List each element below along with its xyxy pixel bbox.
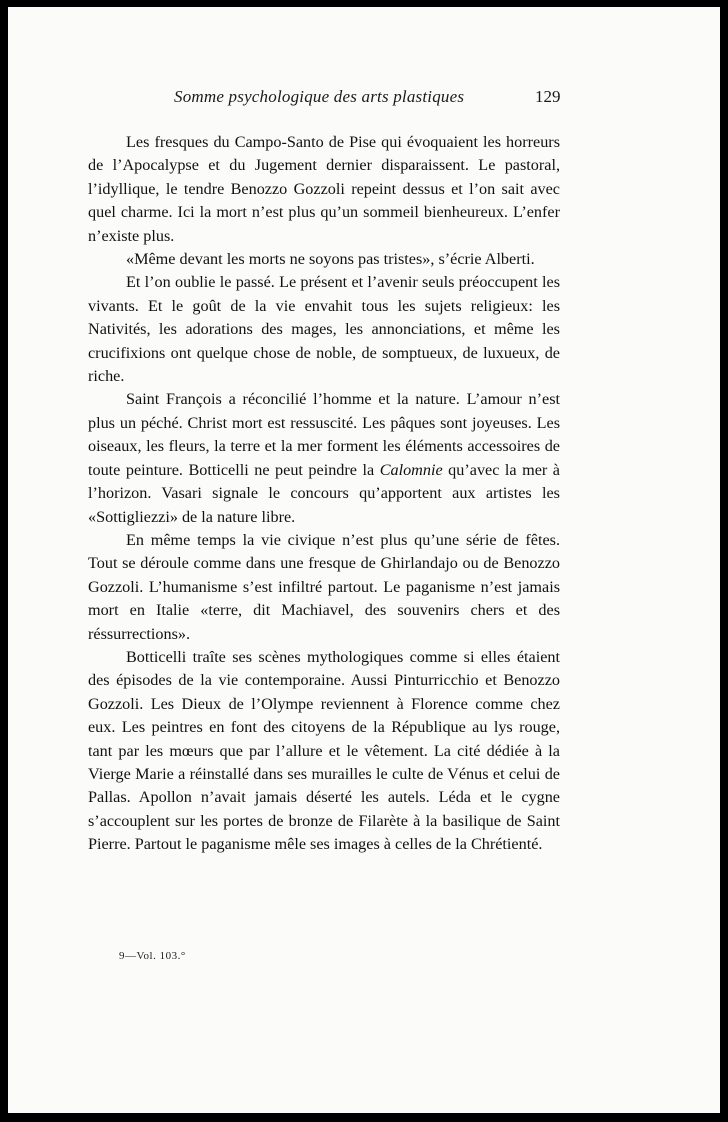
running-title: Somme psychologique des arts plastiques <box>174 87 465 106</box>
paragraph: Les fresques du Campo-Santo de Pise qui évoquaient les horreurs de l’Apocalypse et du Jugement dernier disparaissent. Le pastoral, l’idyllique, le tendre Benozzo Gozzoli repeint dessus et l’on sait avec quel charme. Ici la mort n’est plus qu’un sommeil bienheureux. L’enfer n’existe plus. <box>88 133 560 245</box>
page-number: 129 <box>535 87 561 106</box>
artwork-title: Calomnie <box>379 460 443 479</box>
paragraph: Botticelli traîte ses scènes mythologiques comme si elles étaient des épisodes de la vie contemporaine. Aussi Pinturricchio et Benozzo Gozzoli. Les Dieux de l’Olympe reviennent à Florence comme chez eux. Les peintres en font des citoyens de la République au lys rouge, tant par les mœurs que par l’allure et le vêtement. La cité dédiée à la Vierge Marie a réinstallé dans ses murailles le culte de Vénus et celui de Pallas. Apollon n’avait jamais déserté les autels. Léda et le cygne s’accouplent sur les portes de bronze de Filarète à la basilique de Saint Pierre. Partout le paganisme mêle ses images à celles de la Chrétienté. <box>88 647 560 854</box>
paragraph-text: Saint François a réconcilié l’homme et la nature. L’amour n’est plus un péché. Christ mort est ressuscité. Les pâques sont joyeuses. Les oiseaux, les fleurs, la terre et la mer forment les éléments accessoires de toute peinture. Botticelli ne peut peindre la <box>88 390 560 479</box>
paragraph: «Même devant les morts ne soyons pas tristes», s’écrie Alberti. <box>126 250 535 269</box>
paragraph-text: qu’avec la mer à l’horizon. Vasari signale le concours qu’apportent aux artistes les «Sottigliezzi» de la nature libre. <box>88 460 560 526</box>
paragraph: En même temps la vie civique n’est plus qu’une série de fêtes. Tout se déroule comme dans une fresque de Ghirlandajo ou de Benozzo Gozzoli. L’humanisme s’est infiltré partout. Le paganisme n’est jamais mort en Italie «terre, dit Machiavel, des souvenirs chers et des réssurrections». <box>88 530 560 643</box>
signature-mark: 9—Vol. 103.° <box>119 950 186 962</box>
body-text <box>88 131 560 857</box>
paragraph: Et l’on oublie le passé. Le présent et l’avenir seuls préoccupent les vivants. Et le goût de la vie envahit tous les sujets religieux: les Nativités, les adorations des mages, les annonciations, et même les crucifixions ont quelque chose de noble, de somptueux, de luxueux, de riche. <box>88 273 560 386</box>
page-header <box>8 87 720 111</box>
paragraph <box>88 388 560 528</box>
book-page <box>8 7 720 1113</box>
